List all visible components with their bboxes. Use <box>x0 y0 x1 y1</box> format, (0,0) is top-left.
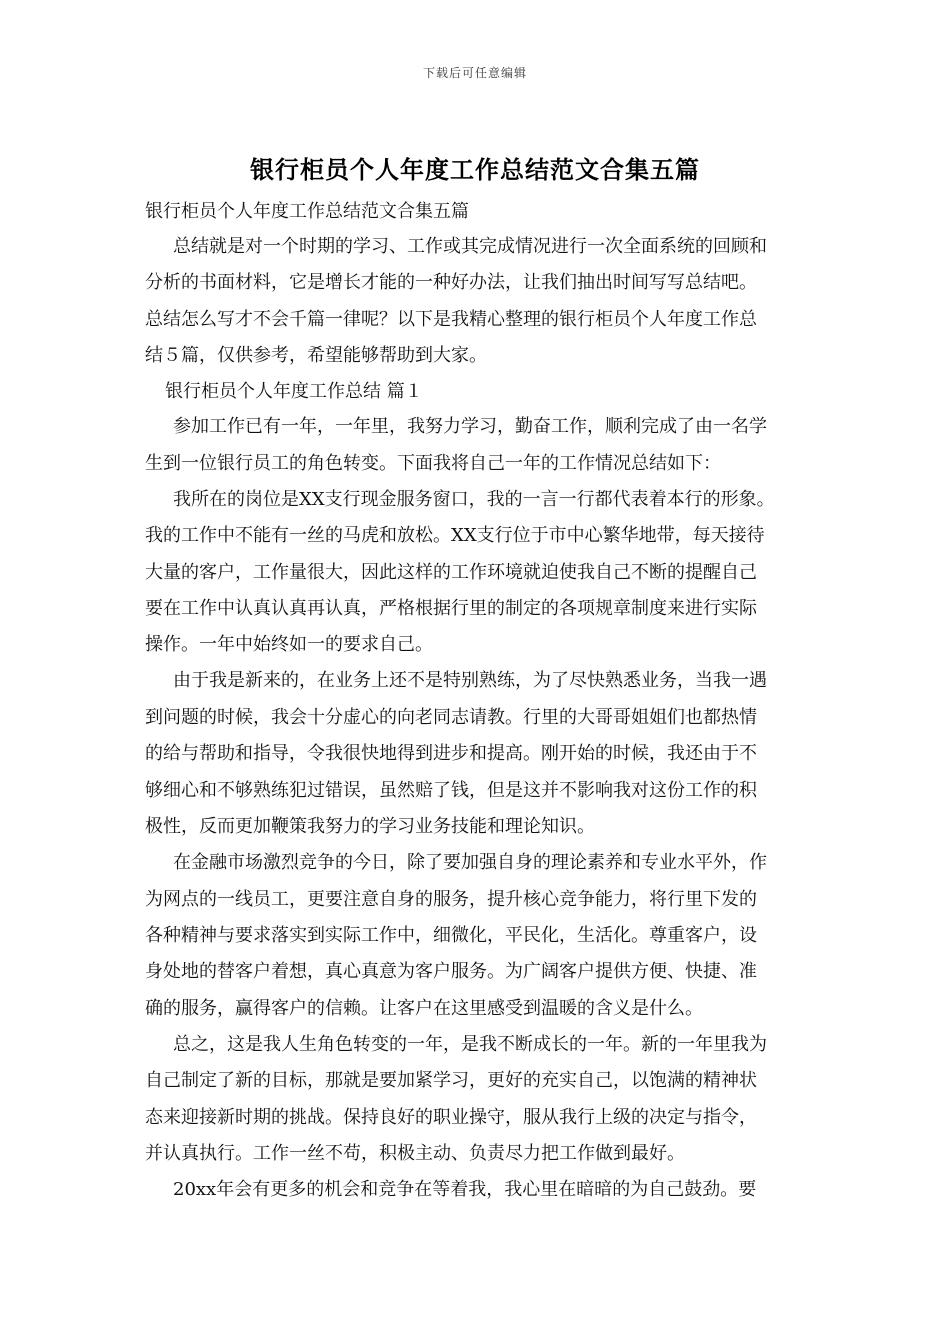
text-line: 生到一位银行员工的角色转变。下面我将自己一年的工作情况总结如下： <box>145 453 721 474</box>
text-line: 操作。一年中始终如一的要求自己。 <box>145 634 433 655</box>
section-heading: 银行柜员个人年度工作总结 篇１ <box>165 381 423 402</box>
text-line: 总结就是对一个时期的学习、工作或其完成情况进行一次全面系统的回顾和 <box>173 236 767 257</box>
text-line: 的给与帮助和指导，令我很快地得到进步和提高。刚开始的时候，我还由于不 <box>145 743 757 764</box>
text-line: 要在工作中认真认真再认真，严格根据行里的制定的各项规章制度来进行实际 <box>145 598 757 619</box>
text-line: 够细心和不够熟练犯过错误，虽然赔了钱，但是这并不影响我对这份工作的积 <box>145 780 757 801</box>
text-line: 各种精神与要求落实到实际工作中，细微化，平民化，生活化。尊重客户，设 <box>145 925 757 946</box>
text-line: 总结怎么写才不会千篇一律呢？以下是我精心整理的银行柜员个人年度工作总 <box>145 309 757 330</box>
text-line: 自己制定了新的目标，那就是要加紧学习，更好的充实自己，以饱满的精神状 <box>145 1070 757 1091</box>
header-note: 下载后可任意编辑 <box>422 66 527 80</box>
text-line: 分析的书面材料，它是增长才能的一种好办法，让我们抽出时间写写总结吧。 <box>145 272 757 293</box>
text-line: 身处地的替客户着想，真心真意为客户服务。为广阔客户提供方便、快捷、准 <box>145 961 757 982</box>
text-line: 为网点的一线员工，更要注意自身的服务，提升核心竞争能力，将行里下发的 <box>145 889 757 910</box>
subtitle-line: 银行柜员个人年度工作总结范文合集五篇 <box>145 201 469 222</box>
text-line: 确的服务，赢得客户的信赖。让客户在这里感受到温暖的含义是什么。 <box>145 998 703 1019</box>
text-line: 参加工作已有一年，一年里，我努力学习，勤奋工作，顺利完成了由一名学 <box>173 416 767 437</box>
text-line: 到问题的时候，我会十分虚心的向老同志请教。行里的大哥哥姐姐们也都热情 <box>145 707 757 728</box>
text-line: 大量的客户，工作量很大，因此这样的工作环境就迫使我自己不断的提醒自己 <box>145 562 757 583</box>
text-line: 由于我是新来的，在业务上还不是特别熟练，为了尽快熟悉业务，当我一遇 <box>173 670 767 691</box>
text-line: 我所在的岗位是XX支行现金服务窗口，我的一言一行都代表着本行的形象。 <box>173 489 775 510</box>
text-line: 我的工作中不能有一丝的马虎和放松。XX支行位于市中心繁华地带，每天接待 <box>145 525 765 546</box>
text-line: 总之，这是我人生角色转变的一年，是我不断成长的一年。新的一年里我为 <box>173 1034 767 1055</box>
text-line: 在金融市场激烈竞争的今日，除了要加强自身的理论素养和专业水平外，作 <box>173 852 767 873</box>
text-line: 极性，反而更加鞭策我努力的学习业务技能和理论知识。 <box>145 816 595 837</box>
text-line: 态来迎接新时期的挑战。保持良好的职业操守，服从我行上级的决定与指令， <box>145 1107 757 1128</box>
text-line: 20xx年会有更多的机会和竞争在等着我，我心里在暗暗的为自己鼓劲。要 <box>173 1179 757 1200</box>
text-line: 结５篇，仅供参考，希望能够帮助到大家。 <box>145 345 487 366</box>
document-title: 银行柜员个人年度工作总结范文合集五篇 <box>250 155 700 184</box>
text-line: 并认真执行。工作一丝不苟，积极主动、负责尽力把工作做到最好。 <box>145 1143 685 1164</box>
